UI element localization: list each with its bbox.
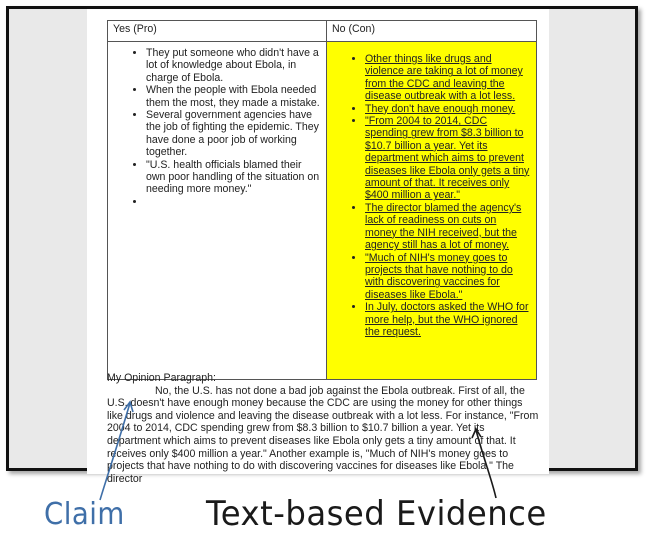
pro-header: Yes (Pro) bbox=[108, 21, 327, 42]
screenshot-frame bbox=[6, 6, 638, 485]
pro-item-empty bbox=[146, 196, 320, 208]
pro-item: • Several government agencies have the job of fighting the epidemic. They have done a poor job of working together. bbox=[146, 109, 320, 159]
con-item: • "Much of NIH's money goes to projects that have nothing to do with discovering vaccines for diseases like Ebola." bbox=[365, 252, 530, 302]
pro-item: • They put someone who didn't have a lot of knowledge about Ebola, in charge of Ebola. bbox=[146, 47, 320, 84]
pros-cons-table bbox=[107, 20, 537, 380]
pro-list bbox=[108, 42, 326, 208]
con-item: • The director blamed the agency's lack of readiness on cuts on money the NIH received, but the agency still has a lot of money. bbox=[365, 202, 530, 252]
con-item: • In July, doctors asked the WHO for more help, but the WHO ignored the request. bbox=[365, 301, 530, 338]
pro-item: • "U.S. health officials blamed their own poor handling of the situation on needing more money." bbox=[146, 159, 320, 196]
evidence-caption: Text-based Evidence bbox=[206, 494, 547, 534]
con-header: No (Con) bbox=[327, 21, 537, 42]
con-item: • Other things like drugs and violence are taking a lot of money from the CDC and leaving the disease outbreak with a lot less. bbox=[365, 53, 530, 103]
opinion-body: No, the U.S. has not done a bad job against the Ebola outbreak. First of all, the U.S. doesn't have enough money because the CDC are using the money for other things like drugs and violence and leaving the disease outbreak with a lot less. For instance, "From 2004 to 2014, CDC spending grew from $8.3 billion to $10.7 billion a year. Yet its department which aims to prevent diseases like Ebola only gets a tiny amount of that. It receives only $400 million a year." Another example is, "Much of NIH's money goes to projects that have nothing to do with discovering vaccines for diseases like Ebola." The director bbox=[107, 384, 539, 485]
pro-item: • When the people with Ebola needed them the most, they made a mistake. bbox=[146, 84, 320, 109]
opinion-title: My Opinion Paragraph: bbox=[107, 372, 216, 384]
con-column bbox=[327, 42, 537, 380]
document-page bbox=[87, 9, 549, 485]
con-item: • "From 2004 to 2014, CDC spending grew from $8.3 billion to $10.7 billion a year. Yet its department which aims to prevent diseases like Ebola only gets a tiny amount of that. It receives only $400 million a year." bbox=[365, 115, 530, 202]
opinion-paragraph bbox=[107, 372, 539, 485]
pro-column bbox=[108, 42, 327, 380]
con-list bbox=[327, 42, 536, 338]
con-item: • They don't have enough money. bbox=[365, 103, 530, 115]
claim-caption: Claim bbox=[44, 497, 125, 532]
